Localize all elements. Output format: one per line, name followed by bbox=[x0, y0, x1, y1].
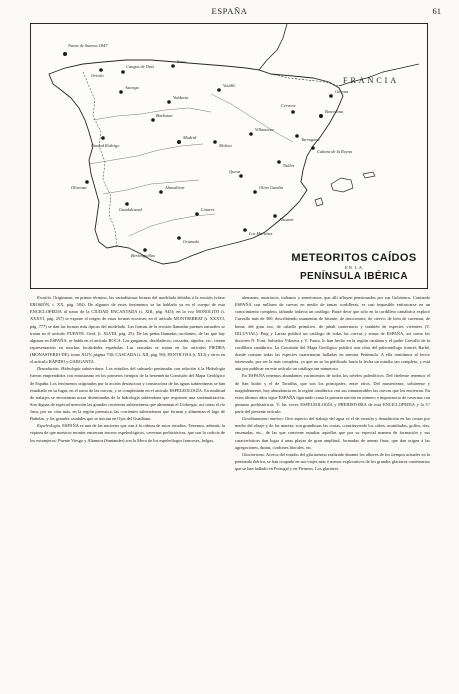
place-label: Oviedo bbox=[91, 73, 104, 78]
map-drawing bbox=[31, 24, 427, 288]
running-header bbox=[0, 6, 459, 20]
running-title: ESPAÑA bbox=[211, 6, 248, 16]
island-ibiza bbox=[315, 198, 323, 206]
place-label: Barcelona bbox=[325, 109, 344, 114]
place-label: Vouillé bbox=[223, 83, 236, 88]
dot-sena bbox=[171, 64, 175, 68]
place-label: Barbotan bbox=[156, 113, 173, 118]
paragraph bbox=[235, 415, 430, 451]
dot-barbotan bbox=[151, 118, 155, 122]
map-title-line3: PENÍNSULA IBÉRICA bbox=[299, 271, 409, 282]
dot-gerona bbox=[329, 94, 333, 98]
place-label: Berlanguillas bbox=[131, 253, 155, 258]
place-label: Guadalcanal bbox=[119, 207, 142, 212]
pyrenees-border bbox=[271, 74, 339, 86]
river-guadalquivir bbox=[129, 214, 215, 236]
paragraph-text: Acerca del estudio del glaciarismo realizado durante los albores de los tiempos actuales en la península ibérica, se han ocupado en sus viajes más ó menos explorativos de los grandes glaciares cuaternarios que se han hallado en Portugal y en Pirineos, Los glaciares bbox=[235, 451, 430, 471]
place-label: Linares bbox=[201, 207, 215, 212]
dot-barcelona bbox=[319, 114, 323, 118]
dot-almodovar bbox=[159, 190, 163, 194]
body-text bbox=[30, 294, 430, 682]
dot-ciudad-rodrigo bbox=[101, 136, 105, 140]
place-label: Villanueva bbox=[255, 127, 274, 132]
dot-berlanguillas bbox=[143, 248, 147, 252]
paragraph-text: Los estudios del subsuelo peninsular con relación á la Hidrología fueron emprendidos con entusiasmo en los primeros tiempos de la benemérita Comisión del Mapa Geológico de España. Los fenómenos originados por la acción destructora y constructora de las aguas subterráneas se han estudiado en su lugar, en el tomo de las cuevas, y se completarán en el artículo ESPELEOLOGÍA. En multitud de trabajos se encuentran notas diseminadas de la hidrología subterránea que requieren una sistematización. Son dignas de especial mención las grandes corrientes subterráneas que alimentan el Llobregat, así como el río Jaeu, por no citar más, en la región pirenaica; las corrientes subterráneas que forman y alimentan el lago de Bañolas, y los grandes caudales que se inician en Ojos del Guadiana. bbox=[30, 366, 225, 422]
dot-linares bbox=[195, 212, 199, 216]
place-label: Tarragona bbox=[301, 137, 320, 142]
river-duero bbox=[93, 108, 211, 120]
place-label: Almodóvar bbox=[165, 185, 185, 190]
dot-alicante bbox=[273, 214, 277, 218]
paragraph bbox=[30, 422, 225, 443]
column-left bbox=[30, 294, 225, 682]
place-label: Olivenza bbox=[71, 185, 87, 190]
paragraph bbox=[235, 451, 430, 472]
place-label: Sena bbox=[177, 59, 186, 64]
paragraph-text: En ESPAÑA tenemos abundantes yacimientos de todos los niveles paleolíticos. Del chelense tenemos el de San Isidro y el de Torralba, que son los principales, entre otros. Del musteriense, solutrense y magdaleniense, hay abundancia en la región cantábrica con sus innumerables las cuevas que los encierran. En estos últimos años sigue ESPAÑA figurando como la primera nación en número e importancia de cavernas con pinturas prehistóricas. V. las voces ESPELEOLOGÍA y PREHISTORIA de esta ENCICLOPEDIA y la 5.ª parte del presente artículo. bbox=[235, 373, 430, 414]
dot-astorga bbox=[119, 90, 123, 94]
dot-martinez bbox=[243, 228, 247, 232]
place-label: Navia de Suarna 1847 bbox=[68, 43, 108, 48]
dot-navia bbox=[63, 52, 67, 56]
map-title-block bbox=[287, 252, 421, 282]
dot-oliva bbox=[253, 190, 257, 194]
coastline bbox=[49, 60, 343, 264]
dot-molina bbox=[213, 140, 217, 144]
place-label: Gerona bbox=[335, 89, 349, 94]
dot-madrid bbox=[177, 140, 181, 144]
dot-granada bbox=[177, 236, 181, 240]
dot-cervera bbox=[291, 110, 295, 114]
dot-oviedo bbox=[99, 68, 103, 72]
meteorite-map bbox=[30, 23, 428, 289]
country-label-france: FRANCIA bbox=[343, 76, 400, 85]
island-menorca bbox=[363, 172, 375, 178]
paragraph-lead: Erosión. bbox=[37, 295, 52, 300]
paragraph bbox=[235, 372, 430, 415]
portugal-border bbox=[83, 72, 120, 246]
dot-valdavia bbox=[167, 100, 171, 104]
paragraph-lead: Glaciarismo. bbox=[242, 451, 266, 457]
column-right bbox=[235, 294, 430, 682]
dot-quesa bbox=[239, 174, 243, 178]
dot-vouille bbox=[217, 88, 221, 92]
page-number: 61 bbox=[432, 6, 441, 16]
place-label: Cabeza de la Reyna bbox=[317, 149, 352, 154]
dot-cangas bbox=[121, 70, 125, 74]
dot-cabeza bbox=[311, 146, 315, 150]
island-mallorca bbox=[331, 178, 353, 192]
place-label: Nulles bbox=[283, 163, 295, 168]
place-label: Madrid bbox=[183, 135, 197, 140]
paragraph-lead: Denudación. Hidrología subterránea. bbox=[37, 366, 105, 372]
place-label: Quesa bbox=[229, 169, 241, 174]
paragraph-text: Otro aspecto del trabajo del agua es el de erosión y denudación en las costas por medio del oleaje y de las mareas; son grandiosas las costas, constituyendo los cabos, acantilados, golfos, rías, ensenadas, etc., de las que conviene estudiar aquellas que por su especial manera de formación y sus características dan lugar á unas playas de gran amplitud, formadas de arenas finas, que dan origen á las agregaciones, dunas, cordones litorales, etc. bbox=[235, 416, 430, 450]
paragraph bbox=[30, 365, 225, 422]
paragraph-lead: Geodinamismo marino. bbox=[242, 416, 284, 422]
paragraph bbox=[30, 294, 225, 365]
place-label: Astorga bbox=[125, 85, 139, 90]
place-label: Los Martinez bbox=[249, 231, 273, 236]
france-coast bbox=[259, 24, 287, 70]
map-title-line2: EN LA bbox=[344, 265, 364, 270]
paragraph bbox=[235, 294, 430, 372]
map-title-line1: METEORITOS CAÍDOS bbox=[291, 252, 417, 264]
place-label: Granada bbox=[183, 239, 199, 244]
place-label: Cervera bbox=[281, 103, 296, 108]
paragraph-text: alemanes, austríacos, italianos y americanos, que allí afluyen pensionados por sus Gobiernos. Contando ESPAÑA con millares de cuevas en medio de tantas cordilleras, es casi imposible enfrascarse en un conocimiento completo, faltando todavía un catálogo. Baste decir que sólo en la cordillera cantábrica exploró Carvallo más de 300, describiendo osamentas de bisonte, de rinoceronte, de ciervo, de león de cavernas, de hiena, del gran oso, de caballo primitivo, de jabalí cuaternario y también de especies vivientes (V. DILUVIAL). Puig y Larraz publicó un catálogo de todas las cuevas y simas de ESPAÑA, así como los doctores N. Font, Salvador Vilaseca y V. Faura, lo han hecho en la región catalana y el padre Carvallo de la cordillera cantábrica. La Comisión del Mapa Geológico publicó una obra del paleontólogo francés Barbé, donde constan todas las especies cuaternarias halladas en nuestra Península. A ella remitimos al lector interesado, por ser la más completa, ya que no se ha publicado hasta la fecha un estudio tan completo, y está aún por publicar en este artículo un catálogo tan numeroso. bbox=[235, 295, 430, 372]
place-label: Oliva Gandía bbox=[259, 185, 284, 190]
dot-olivenza bbox=[85, 180, 89, 184]
place-label: Cangas de Onís bbox=[126, 64, 155, 69]
dot-nulles bbox=[277, 160, 281, 164]
paragraph-lead: Espeleología. bbox=[37, 423, 62, 429]
place-label: Valdavia bbox=[173, 95, 189, 100]
dot-guadalcanal bbox=[125, 202, 129, 206]
paragraph-text: ESPAÑA es una de las naciones que van á la cabeza de estos estudios. Tenemos, además, la riqueza de que nuestros montes encierran tesoros espeleológicos, cavernas prehistóricas, que son la codicia de los extranjeros: Puente Viesgo y Altamira (Santander) son la Meca de los espeleólogos franceses, belgas, bbox=[30, 423, 225, 443]
paragraph-text: Origínanse, en primer término, las variadísimas formas del modelado debidas á la erosión (véase EROSIÓN, t. XX, pág. 584). De algunos de estos fenómenos se ha hablado ya en el cuerpo de esta ENCICLOPEDIA al tratar de la CIUDAD ENCANTADA (t. XIII, pág. 945); en la voz MONOLITO (t. XXXVI, pág. 257) se expone el origen de estas formas erosivas; en el artículo MONTSERRAT (t. XXXVI, pág. 777) se dan las formas más típicas del modelado. Las formas de la erosión llamadas puentes naturales se tratan en el artículo PUENTE. Geol. (t. XLVIII, pág. 25). De las peñas llamadas oscilantes, de las que hay algunas en ESPAÑA, se habla en el artículo ROCA. Las gargantas, desfiladeros, cascadas, rápidos, etc., tienen representación en muchas localidades españolas. Las cascadas se tratan en los artículos PIEDRA (MONASTERIO DE), tomo XLIV, página 730; CASCADA (t. XII, pág. 90), PANTICOSA (t. XLI) y otros en el artículo RÁPIDO y GARGANTA. bbox=[30, 295, 225, 365]
dot-tarragona bbox=[295, 134, 299, 138]
dot-villanueva bbox=[249, 132, 253, 136]
place-label: Alicante bbox=[279, 217, 294, 222]
place-label: Molina bbox=[219, 143, 232, 148]
place-label: Ciudad Rodrigo bbox=[91, 143, 120, 148]
